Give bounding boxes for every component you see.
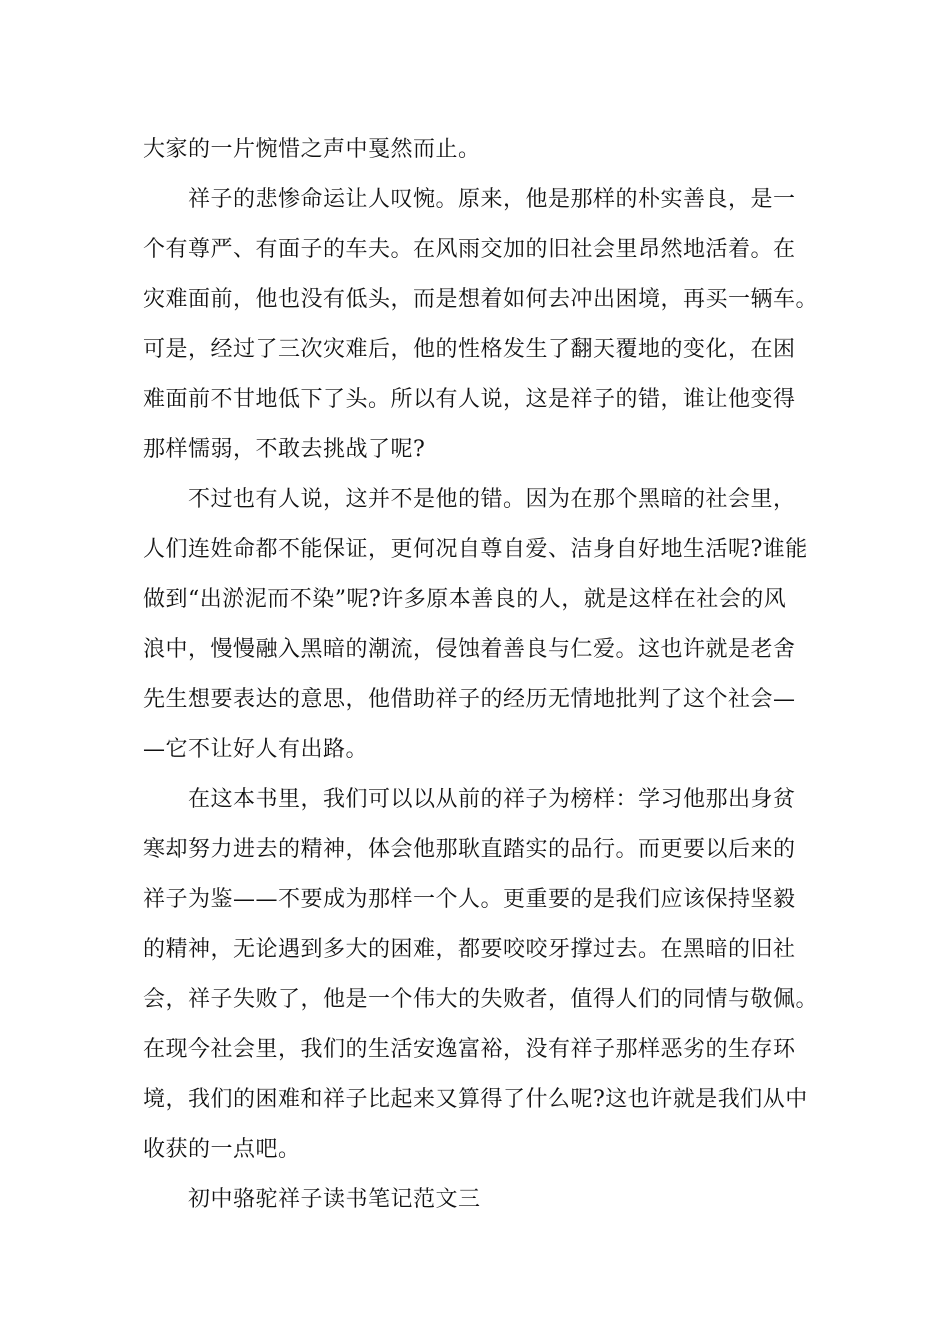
text-line: 做到“出淤泥而不染”呢?许多原本善良的人，就是这样在社会的风 (143, 587, 787, 612)
text-line: —它不让好人有出路。 (143, 737, 369, 762)
paragraph-first-line: 在这本书里，我们可以以从前的祥子为榜样：学习他那出身贫 (188, 787, 796, 812)
text-line: 在现今社会里，我们的生活安逸富裕，没有祥子那样恶劣的生存环 (143, 1037, 796, 1062)
section-heading: 初中骆驼祥子读书笔记范文三 (188, 1187, 481, 1212)
text-line: 那样懦弱，不敢去挑战了呢? (143, 437, 426, 462)
text-line: 可是，经过了三次灾难后，他的性格发生了翻天覆地的变化，在困 (143, 337, 796, 362)
text-line: 祥子为鉴——不要成为那样一个人。更重要的是我们应该保持坚毅 (143, 887, 796, 912)
text-line: 灾难面前，他也没有低头，而是想着如何去冲出困境，再买一辆车。 (143, 287, 819, 312)
text-line: 的精神，无论遇到多大的困难，都要咬咬牙撑过去。在黑暗的旧社 (143, 937, 796, 962)
text-line: 大家的一片惋惜之声中戛然而止。 (143, 137, 481, 162)
text-line: 境，我们的困难和祥子比起来又算得了什么呢?这也许就是我们从中 (143, 1087, 808, 1112)
text-line: 难面前不甘地低下了头。所以有人说，这是祥子的错，谁让他变得 (143, 387, 796, 412)
text-line: 浪中，慢慢融入黑暗的潮流，侵蚀着善良与仁爱。这也许就是老舍 (143, 637, 796, 662)
text-line: 个有尊严、有面子的车夫。在风雨交加的旧社会里昂然地活着。在 (143, 237, 796, 262)
text-line: 会，祥子失败了，他是一个伟大的失败者，值得人们的同情与敬佩。 (143, 987, 819, 1012)
text-line: 先生想要表达的意思，他借助祥子的经历无情地批判了这个社会— (143, 687, 796, 712)
text-line: 收获的一点吧。 (143, 1137, 301, 1162)
paragraph-first-line: 祥子的悲惨命运让人叹惋。原来，他是那样的朴实善良，是一 (188, 187, 796, 212)
paragraph-first-line: 不过也有人说，这并不是他的错。因为在那个黑暗的社会里， (188, 487, 796, 512)
text-line: 寒却努力进去的精神，体会他那耿直踏实的品行。而更要以后来的 (143, 837, 796, 862)
text-line: 人们连姓命都不能保证，更何况自尊自爱、洁身自好地生活呢?谁能 (143, 537, 808, 562)
